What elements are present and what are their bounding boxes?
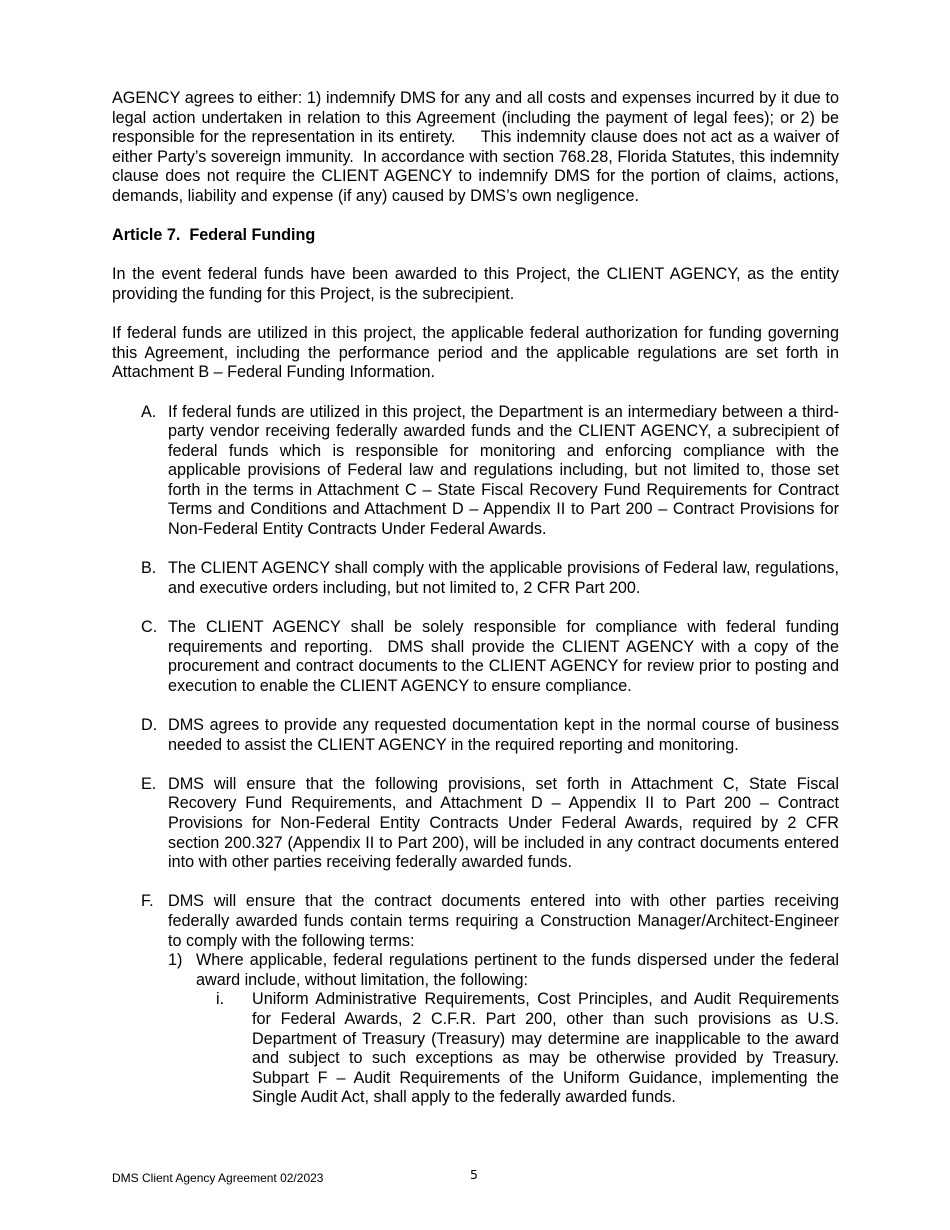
document-body — [112, 89, 839, 1108]
subrecipient-paragraph: In the event federal funds have been awarded to this Project, the CLIENT AGENCY, as the entity providing the funding for this Project, is the subrecipient. — [112, 265, 839, 303]
sub-item-marker: 1) — [168, 951, 183, 970]
sub-item-text: Where applicable, federal regulations pertinent to the funds dispersed under the federal award include, without limitation, the following: — [196, 951, 839, 989]
sub-item-1 — [112, 951, 839, 990]
list-marker: F. — [141, 892, 154, 911]
list-marker: D. — [141, 716, 158, 734]
list-item-d — [112, 716, 839, 755]
list-item-text: If federal funds are utilized in this project, the Department is an intermediary between a third-party vendor receiving federally awarded funds and the CLIENT AGENCY, a subrecipient of federal funds which is responsible for monitoring and enforcing compliance with the applicable provisions of Federal law and regulations including, but not limited to, those set forth in the terms in Attachment C – State Fiscal Recovery Fund Requirements for Contract Terms and Conditions and Attachment D – Appendix II to Part 200 – Contract Provisions for Non-Federal Entity Contracts Under Federal Awards. — [168, 402, 839, 539]
list-item-text: DMS agrees to provide any requested documentation kept in the normal course of business needed to assist the CLIENT AGENCY in the required reporting and monitoring. — [168, 716, 839, 754]
list-marker: A. — [141, 402, 157, 421]
list-item-text: DMS will ensure that the following provisions, set forth in Attachment C, State Fiscal Recovery Fund Requirements, and Attachment D – Appendix II to Part 200 – Contract Provisions for Non-Federal Entity Contracts Under Federal Awards, required by 2 CFR section 200.327 (Appendix II to Part 200), will be included in any contract documents entered into with other parties receiving federally awarded funds. — [168, 774, 839, 872]
article-7-heading: Article 7. Federal Funding — [112, 226, 316, 245]
subsub-item-i — [112, 990, 839, 1108]
list-item-text: The CLIENT AGENCY shall be solely responsible for compliance with federal funding requirements and reporting. DMS shall provide the CLIENT AGENCY with a copy of the procurement and contract documents to the CLIENT AGENCY for review prior to posting and execution to enable the CLIENT AGENCY to ensure compliance. — [168, 618, 839, 695]
list-marker: C. — [141, 618, 158, 637]
authorization-paragraph: If federal funds are utilized in this project, the applicable federal authorization for funding governing this Agreement, including the performance period and the applicable regulations are set forth in Attachment B – Federal Funding Information. — [112, 324, 839, 382]
indemnity-paragraph: AGENCY agrees to either: 1) indemnify DMS for any and all costs and expenses incurred by it due to legal action undertaken in relation to this Agreement (including the payment of legal fees); or 2) be responsible for the representation in its entirety. This indemnity clause does not act as a waiver of either Party’s sovereign immunity. In accordance with section 768.28, Florida Statutes, this indemnity clause does not require the CLIENT AGENCY to indemnify DMS for the portion of claims, actions, demands, liability and expense (if any) caused by DMS’s own negligence. — [112, 89, 839, 205]
list-item-c — [112, 618, 839, 696]
page-number: 5 — [470, 1167, 478, 1182]
list-item-text: DMS will ensure that the contract documents entered into with other parties receiving federally awarded funds contain terms requiring a Construction Manager/Architect-Engineer to comply with the following terms: — [168, 892, 839, 950]
list-item-a — [112, 403, 839, 540]
list-item-text: The CLIENT AGENCY shall comply with the applicable provisions of Federal law, regulations, and executive orders including, but not limited to, 2 CFR Part 200. — [168, 559, 839, 597]
list-item-b — [112, 559, 839, 598]
footer-document-label: DMS Client Agency Agreement 02/2023 — [112, 1171, 324, 1185]
list-item-e — [112, 775, 839, 873]
subsub-item-text: Uniform Administrative Requirements, Cost Principles, and Audit Requirements for Federal Awards, 2 C.F.R. Part 200, other than such provisions as U.S. Department of Treasury (Treasury) may determine are inapplicable to the award and subject to such exceptions as may be otherwise provided by Treasury. Subpart F – Audit Requirements of the Uniform Guidance, implementing the Single Audit Act, shall apply to the federally awarded funds. — [252, 990, 839, 1107]
list-marker: E. — [141, 774, 157, 793]
list-item-f — [112, 892, 839, 951]
list-marker: B. — [141, 559, 157, 578]
subsub-item-marker: i. — [216, 990, 225, 1009]
